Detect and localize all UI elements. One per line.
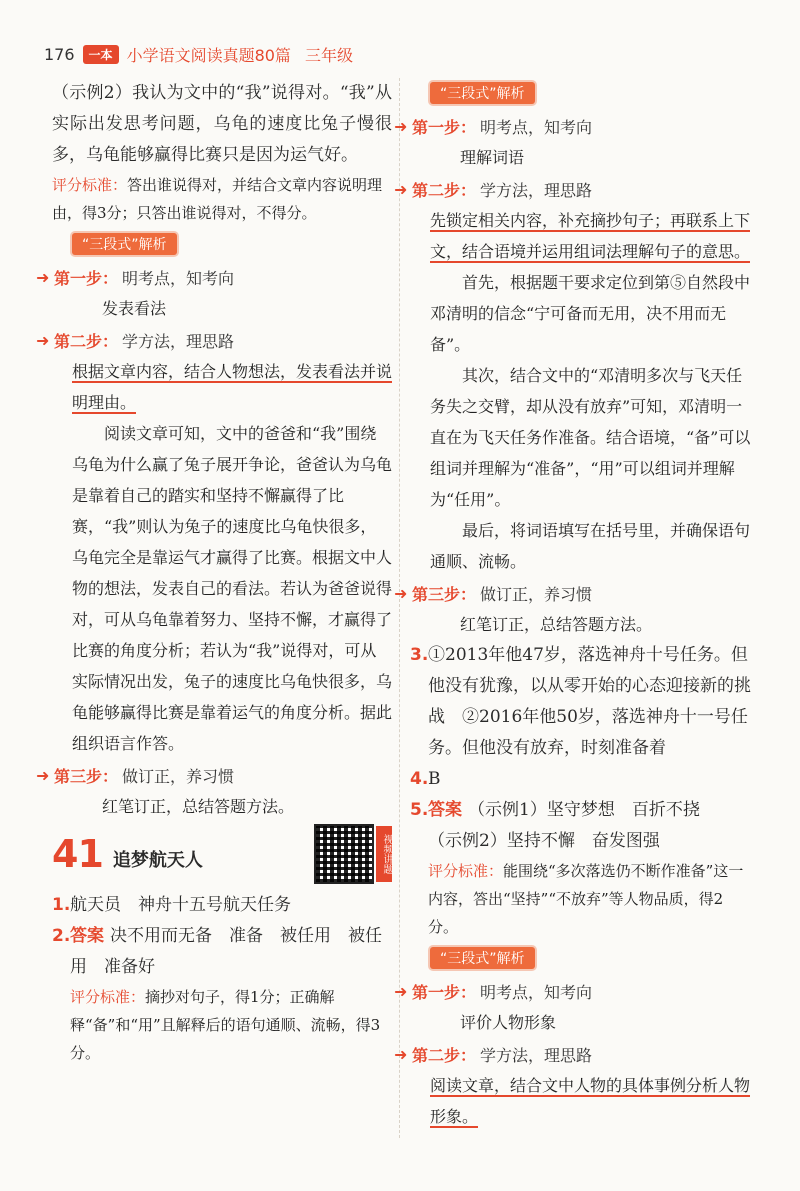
arrow-icon: ➜ xyxy=(36,267,50,287)
step-one-body: 理解词语 xyxy=(460,148,525,167)
step-title: 学方法，理思路 xyxy=(480,1045,593,1065)
answer-5 xyxy=(410,795,752,826)
step-three xyxy=(394,577,752,609)
step-two-body-text: 先锁定相关内容，补充摘抄句子；再联系上下文，结合语境并运用组词法理解句子的意思。 xyxy=(430,211,751,261)
step-label: 第二步： xyxy=(412,180,477,200)
answer-number: 2. xyxy=(52,926,71,946)
analysis-pill: “三段式”解析 xyxy=(430,82,535,104)
step-one xyxy=(36,261,392,293)
brand-logo: 一本 xyxy=(83,45,119,64)
step-label: 第二步： xyxy=(54,331,119,351)
answer-tag: 答案 xyxy=(70,926,104,946)
step-label: 第一步： xyxy=(412,982,477,1002)
left-column xyxy=(36,78,393,1067)
criterion-text: 答出谁说得对，并结合文章内容说明理由，得3分；只答出谁说得对，不得分。 xyxy=(52,176,383,222)
step-two-b-body xyxy=(410,1070,752,1132)
step-two-body xyxy=(52,356,392,418)
step-title: 明考点，知考向 xyxy=(480,117,593,137)
example-answer: （示例2）我认为文中的“我”说得对。“我”从实际出发思考问题，乌龟的速度比兔子慢很多，乌龟能够赢得比赛只是因为运气好。 xyxy=(52,83,392,165)
step-one-body: 发表看法 xyxy=(102,299,167,318)
answer-5-line-2: （示例2）坚持不懈 奋发图强 xyxy=(428,831,660,851)
analysis-pill: “三段式”解析 xyxy=(72,233,177,255)
step-one xyxy=(394,110,752,142)
scoring-criterion xyxy=(52,171,392,227)
answer-5-criterion xyxy=(410,857,752,941)
step-three xyxy=(36,759,392,791)
answer-text: 决不用而无备 准备 被任用 被任用 准备好 xyxy=(70,926,382,977)
grade-label: 三年级 xyxy=(304,45,353,65)
right-column xyxy=(394,78,752,1132)
qr-code-block[interactable] xyxy=(314,824,392,884)
step-label: 第三步： xyxy=(54,766,119,786)
step-label: 第一步： xyxy=(412,117,477,137)
arrow-icon: ➜ xyxy=(394,179,408,199)
step-two xyxy=(394,173,752,205)
step-two-body xyxy=(410,205,752,267)
step-label: 第三步： xyxy=(412,584,477,604)
answer-4 xyxy=(410,764,752,795)
step-label: 第一步： xyxy=(54,268,119,288)
series-title: 小学语文阅读真题80篇 xyxy=(126,45,291,65)
analysis-paragraph: 阅读文章可知，文中的爸爸和“我”围绕乌龟为什么赢了兔子展开争论，爸爸认为乌龟是靠着自己的踏实和坚持不懈赢得了比赛，“我”则认为兔子的速度比乌龟快很多，乌龟完全是靠运气才赢得了比赛。根据文中人物的想法，发表自己的看法。若认为爸爸说得对，可从乌龟靠着努力、坚持不懈，才赢得了比赛的角度分析；若认为“我”说得对，可从实际情况出发，兔子的速度比乌龟快很多，乌龟能够赢得比赛是靠着运气的角度分析。据此组织语言作答。 xyxy=(72,424,393,753)
arrow-icon: ➜ xyxy=(394,583,408,603)
page-header xyxy=(44,40,353,68)
step-title: 学方法，理思路 xyxy=(480,180,593,200)
question-heading xyxy=(52,828,392,880)
answer-tag: 答案 xyxy=(428,800,462,820)
answer-text: 航天员 神舟十五号航天任务 xyxy=(70,895,291,915)
arrow-icon: ➜ xyxy=(394,981,408,1001)
step-label: 第二步： xyxy=(412,1045,477,1065)
step-two-b-body-text: 阅读文章，结合文中人物的具体事例分析人物形象。 xyxy=(430,1076,751,1126)
video-tag: 视频讲题 xyxy=(376,826,392,882)
arrow-icon: ➜ xyxy=(394,116,408,136)
answer-content xyxy=(428,795,752,826)
analysis-para-3: 最后，将词语填写在括号里，并确保语句通顺、流畅。 xyxy=(430,521,751,571)
answer-text: ①2013年他47岁，落选神舟十号任务。但他没有犹豫，以从零开始的心态迎接新的挑战 ②2016年他50岁，落选神舟十一号任务。但他没有放弃，时刻准备着 xyxy=(428,645,751,758)
answer-number: 5. xyxy=(410,800,429,820)
answer-number: 1. xyxy=(52,895,71,915)
answer-number: 3. xyxy=(410,645,429,665)
page-number: 176 xyxy=(44,44,75,64)
arrow-icon: ➜ xyxy=(394,1044,408,1064)
answer-text: B xyxy=(428,769,441,789)
qr-code-icon[interactable] xyxy=(314,824,374,884)
answer-2-criterion xyxy=(52,983,392,1067)
answer-1 xyxy=(52,890,392,921)
step-title: 做订正，养习惯 xyxy=(480,584,593,604)
step-three-body: 红笔订正，总结答题方法。 xyxy=(460,615,653,634)
step-two xyxy=(36,324,392,356)
step-title: 学方法，理思路 xyxy=(122,331,235,351)
criterion-label: 评分标准： xyxy=(70,988,146,1006)
criterion-label: 评分标准： xyxy=(52,176,128,194)
analysis-para-1: 首先，根据题干要求定位到第⑤自然段中邓清明的信念“宁可备而无用，决不用而无备”。 xyxy=(430,273,751,354)
question-number: 41 xyxy=(52,832,103,876)
step-title: 明考点，知考向 xyxy=(480,982,593,1002)
answer-2 xyxy=(52,921,392,983)
step-two-b xyxy=(394,1038,752,1070)
arrow-icon: ➜ xyxy=(36,765,50,785)
step-title: 做订正，养习惯 xyxy=(122,766,235,786)
answer-3 xyxy=(410,640,752,764)
question-title: 追梦航天人 xyxy=(112,850,203,871)
answer-number: 4. xyxy=(410,769,429,789)
criterion-label: 评分标准： xyxy=(428,862,504,880)
step-one-b xyxy=(394,975,752,1007)
step-one-b-body: 评价人物形象 xyxy=(460,1013,557,1032)
analysis-pill: “三段式”解析 xyxy=(430,947,535,969)
step-three-body: 红笔订正，总结答题方法。 xyxy=(102,797,295,816)
step-title: 明考点，知考向 xyxy=(122,268,235,288)
analysis-para-2: 其次，结合文中的“邓清明多次与飞天任务失之交臂，却从没有放弃”可知，邓清明一直在为飞天任务作准备。结合语境，“备”可以组词并理解为“准备”，“用”可以组词并理解为“任用”。 xyxy=(430,366,751,509)
criterion-text: 能围绕“多次落选仍不断作准备”这一内容，答出“坚持”“不放弃”等人物品质，得2分。 xyxy=(428,862,744,936)
arrow-icon: ➜ xyxy=(36,330,50,350)
answer-content xyxy=(70,921,392,983)
answer-line-1: （示例1）坚守梦想 百折不挠 xyxy=(468,800,700,820)
step-two-body-text: 根据文章内容，结合人物想法，发表看法并说明理由。 xyxy=(72,362,393,412)
criterion-text: 摘抄对句子，得1分；正确解释“备”和“用”且解释后的语句通顺、流畅，得3分。 xyxy=(70,988,381,1062)
